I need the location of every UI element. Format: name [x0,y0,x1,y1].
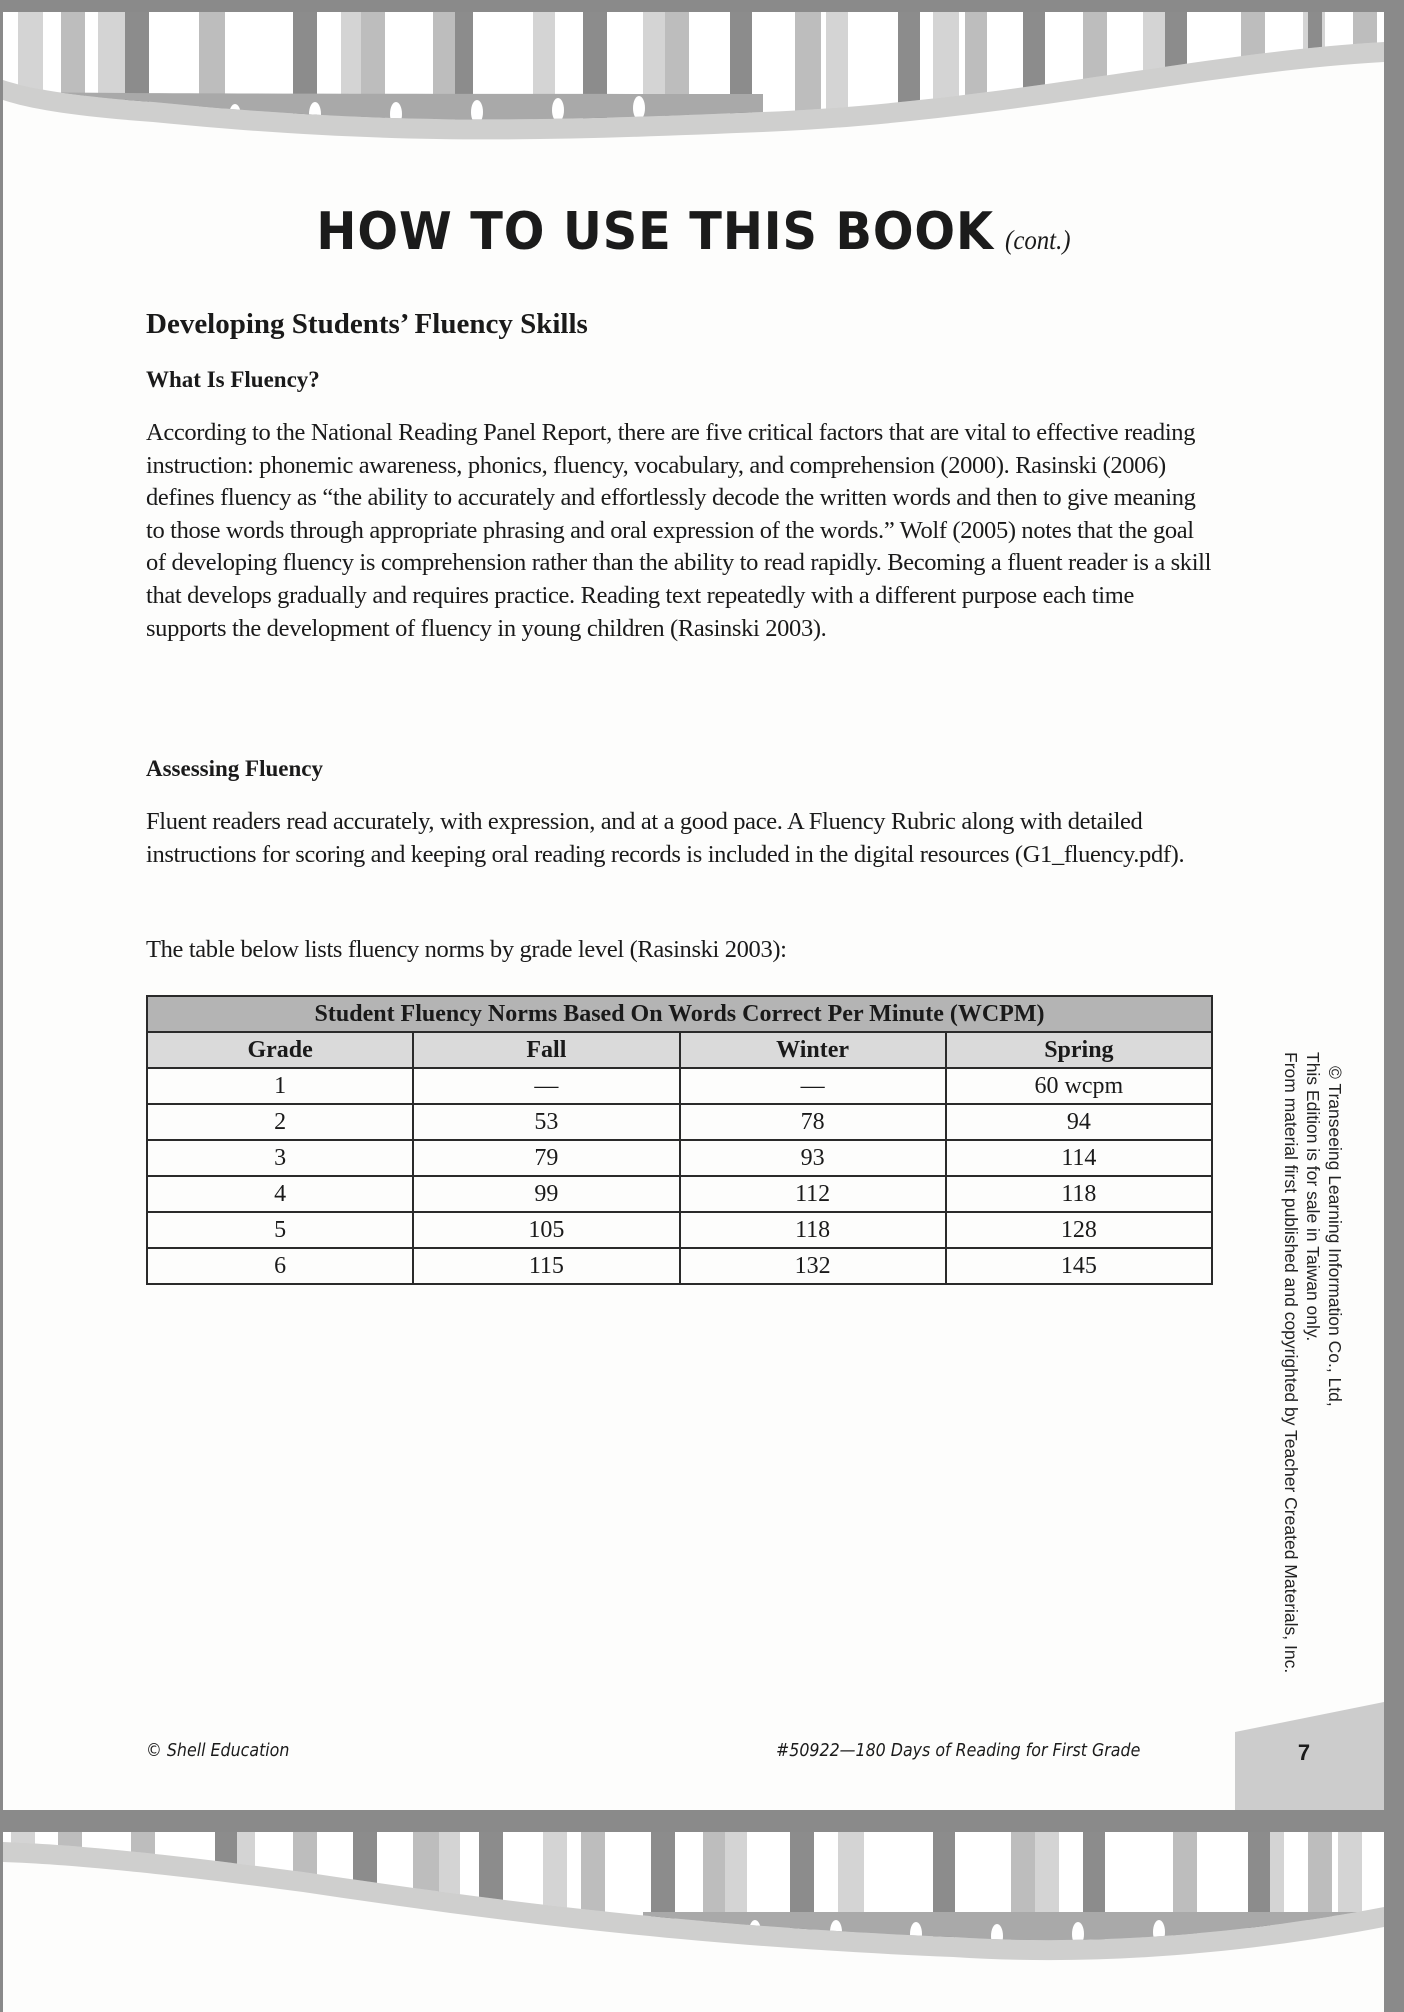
page-title [58,202,1329,262]
page-title-suffix: (cont.) [1005,225,1071,255]
table-row [147,1140,1212,1176]
column-header-fall: Fall [413,1032,679,1068]
cell-fall: — [413,1068,679,1104]
table-row [147,1248,1212,1284]
cell-spring: 128 [946,1212,1212,1248]
page-title-text: HOW TO USE THIS BOOK [316,202,995,262]
cell-grade: 4 [147,1176,413,1212]
cell-grade: 6 [147,1248,413,1284]
paragraph-table-intro: The table below lists fluency norms by grade level (Rasinski 2003): [146,936,787,963]
cell-winter: 93 [680,1140,946,1176]
column-header-grade: Grade [147,1032,413,1068]
cell-fall: 99 [413,1176,679,1212]
paragraph-what-is-fluency: According to the National Reading Panel Report, there are five critical factors that are vital to effective reading instruction: phonemic awareness, phonics, fluency, vocabulary, and comprehension (2000). Rasinski (2006) defines fluency as “the ability to accurately and effortlessly decode the written words and then to give meaning to those words through appropriate phrasing and oral expression of the words.” Wolf (2005) notes that the goal of developing fluency is comprehension rather than the ability to read rapidly. Becoming a fluent reader is a skill that develops gradually and requires practice. Reading text repeatedly with a different purpose each time supports the development of fluency in young children (Rasinski 2003). [146,419,1212,642]
copyright-line: From material first published and copyrighted by Teacher Created Materials, Inc. [1281,1052,1301,1674]
cell-grade: 3 [147,1140,413,1176]
subheading-what-is-fluency: What Is Fluency? [146,367,320,392]
table-caption: Student Fluency Norms Based On Words Correct Per Minute (WCPM) [147,996,1212,1032]
fluency-norms-table [146,995,1213,1285]
decorative-stripe-banner-top [3,12,1384,152]
footer-book-title: #50922—180 Days of Reading for First Grade [776,1740,1141,1761]
table-row [147,1176,1212,1212]
next-page-preview [3,1832,1384,2012]
table-row [147,1068,1212,1104]
cell-spring: 114 [946,1140,1212,1176]
footer-publisher: © Shell Education [146,1740,290,1761]
document-page [3,12,1384,1810]
column-header-spring: Spring [946,1032,1212,1068]
cell-winter: 112 [680,1176,946,1212]
cell-spring: 60 wcpm [946,1068,1212,1104]
copyright-line: This Edition is for sale in Taiwan only. [1303,1052,1323,1342]
page-number: 7 [1297,1740,1311,1765]
cell-grade: 2 [147,1104,413,1140]
cell-winter: 118 [680,1212,946,1248]
table-header-row [147,1032,1212,1068]
cell-winter: — [680,1068,946,1104]
cell-winter: 78 [680,1104,946,1140]
cell-fall: 53 [413,1104,679,1140]
cell-winter: 132 [680,1248,946,1284]
cell-spring: 94 [946,1104,1212,1140]
cell-grade: 1 [147,1068,413,1104]
cell-fall: 115 [413,1248,679,1284]
table-row [147,1212,1212,1248]
copyright-notice-vertical [1246,1052,1346,1692]
cell-fall: 79 [413,1140,679,1176]
cell-fall: 105 [413,1212,679,1248]
cell-spring: 118 [946,1176,1212,1212]
cell-grade: 5 [147,1212,413,1248]
table-row [147,1104,1212,1140]
column-header-winter: Winter [680,1032,946,1068]
section-heading: Developing Students’ Fluency Skills [146,308,588,340]
paragraph-assessing-fluency: Fluent readers read accurately, with expression, and at a good pace. A Fluency Rubric along with detailed instructions for scoring and keeping oral reading records is included in the digital resources (G1_fluency.pdf). [146,808,1185,868]
decorative-stripe-banner-next-page [3,1832,1384,2012]
subheading-assessing-fluency: Assessing Fluency [146,756,323,781]
copyright-line: © Transeeing Learning Information Co., Ltd, [1325,1066,1345,1407]
cell-spring: 145 [946,1248,1212,1284]
